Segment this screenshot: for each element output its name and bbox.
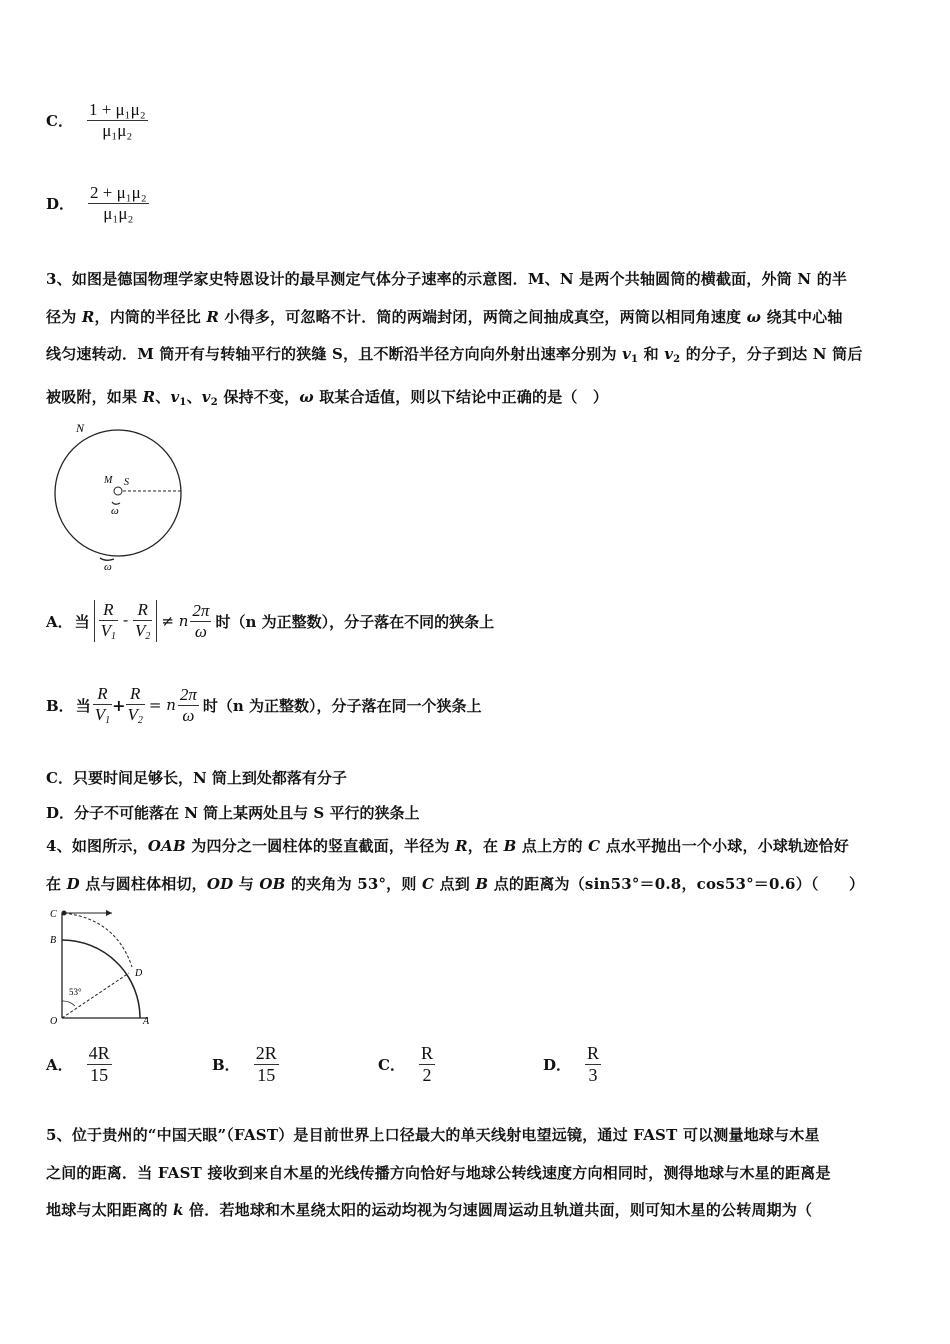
trajectory-cd — [64, 913, 132, 967]
numerator: 2 + μ₁μ₂ — [90, 183, 147, 202]
q3-option-b: B． 当 $\frac{R}{V_1}$ + $\frac{R}{V_2}$ = n $\frac{2\pi}{\omega}$ 时（n 为正整数），分子落在同一个狭条上 — [46, 684, 482, 726]
label-d: D — [135, 968, 143, 979]
option-letter: B． — [46, 696, 74, 715]
label-s: S — [124, 477, 129, 488]
fraction-r-over-v2: $\frac{R}{V_2}$ — [135, 600, 151, 642]
inner-cylinder-m — [114, 487, 122, 495]
label-b: B — [50, 935, 57, 946]
q5-stem-line1: 5、位于贵州的“中国天眼”（FAST）是目前世界上口径最大的单天线射电望远镜，通过 FAST 可以测量地球与木星 — [46, 1126, 820, 1144]
rotation-arrow-outer-icon — [100, 558, 114, 560]
q3-option-a: A． 当 $\frac{R}{V_1}$ - $\frac{R}{V_2}$ ≠ n $\frac{2\pi}{\omega}$ 时（n 为正整数），分子落在不同的狭条上 — [46, 600, 495, 642]
quarter-arc-ba — [62, 940, 140, 1018]
q5-stem-line3: 地球与太阳距离的 k 倍．若地球和木星绕太阳的运动均视为匀速圆周运动且轨道共面，则可知木星的公转周期为（ — [46, 1201, 813, 1219]
option-letter: A． — [46, 612, 73, 631]
q4-option-c — [378, 1043, 435, 1085]
q4-stem-line1: 4、如图所示，OAB 为四分之一圆柱体的竖直截面，半径为 R，在 B 点上方的 C 点水平抛出一个小球，小球轨迹恰好 — [46, 837, 849, 855]
q4-option-b — [212, 1043, 279, 1085]
q5-stem-line2: 之间的距离．当 FAST 接收到来自木星的光线传播方向恰好与地球公转线速度方向相同时，测得地球与木星的距离是 — [46, 1163, 831, 1182]
option-letter: D． — [46, 194, 75, 213]
option-letter: B． — [212, 1055, 240, 1074]
q3-stem-line2: 径为 R，内筒的半径比 R 小得多，可忽略不计．筒的两端封闭，两筒之间抽成真空，两筒以相同角速度 ω 绕其中心轴 — [46, 307, 843, 326]
q2-option-c — [46, 100, 148, 140]
q3-option-c: C．只要时间足够长，N 筒上到处都落有分子 — [46, 769, 347, 787]
outer-cylinder-n — [55, 430, 181, 556]
arrow-head-icon — [106, 910, 112, 916]
label-omega-inner: ω — [111, 505, 119, 517]
q3-stem-line1: 3、如图是德国物理学家史特恩设计的最早测定气体分子速率的示意图．M、N 是两个共轴圆筒的横截面，外筒 N 的半 — [46, 270, 848, 288]
q4-stem — [46, 828, 906, 903]
q3-option-d: D．分子不可能落在 N 筒上某两处且与 S 平行的狭条上 — [46, 804, 420, 822]
fraction-2pi-over-omega: $\frac{2\pi}{\omega}$ — [179, 684, 197, 725]
label-omega-outer: ω — [104, 561, 112, 573]
fraction-r-over-v2: $\frac{R}{V_2}$ — [127, 684, 143, 726]
denominator: μ₁μ₂ — [103, 203, 134, 223]
rotation-arrow-inner-icon — [112, 502, 120, 504]
fraction: $\frac{4R}{15}$ — [88, 1043, 110, 1085]
angle-arc — [62, 1001, 75, 1006]
fraction-r-over-v1: $\frac{R}{V_1}$ — [94, 684, 111, 726]
label-angle: 53° — [69, 987, 82, 997]
denominator: μ₁μ₂ — [102, 120, 133, 140]
label-o: O — [50, 1016, 58, 1027]
option-letter: C． — [378, 1055, 405, 1074]
option-letter: C． — [46, 111, 73, 130]
fraction: $\frac{R}{3}$ — [587, 1043, 600, 1085]
fraction-2pi-over-omega: $\frac{2\pi}{\omega}$ — [192, 600, 210, 641]
q2-option-d — [46, 183, 149, 223]
q3-stem-line3: 线匀速转动．M 筒开有与转轴平行的狭缝 S，且不断沿半径方向向外射出速率分别为 $v_1$ 和 $v_2$ 的分子，分子到达 N 筒后 — [46, 345, 863, 365]
label-a: A — [143, 1016, 150, 1027]
q5-stem — [46, 1117, 906, 1230]
label-n: N — [76, 421, 85, 435]
q4-quarter-cylinder-figure — [44, 903, 164, 1028]
q4-stem-line2: 在 D 点与圆柱体相切，OD 与 OB 的夹角为 53°，则 C 点到 B 点的距离为（sin53°＝0.8，cos53°＝0.6）（ ） — [46, 874, 865, 893]
q4-option-a — [46, 1043, 112, 1085]
option-letter: A． — [46, 1055, 73, 1074]
point-c — [62, 911, 67, 916]
fraction-r-over-v1: $\frac{R}{V_1}$ — [100, 600, 117, 642]
option-letter: D． — [543, 1055, 572, 1074]
fraction: $\frac{R}{2}$ — [420, 1043, 433, 1085]
fraction: $\frac{2R}{15}$ — [255, 1043, 277, 1085]
q3-stem-line4: 被吸附，如果 R、$v_1$、$v_2$ 保持不变，ω 取某合适值，则以下结论中正确的是（ ） — [46, 387, 609, 408]
q3-cylinder-figure — [48, 415, 198, 575]
label-m: M — [104, 475, 113, 486]
q4-option-d — [543, 1043, 601, 1085]
fraction — [87, 100, 148, 140]
q3-stem — [46, 261, 906, 421]
fraction — [88, 183, 149, 223]
label-c: C — [50, 909, 57, 920]
numerator: 1 + μ₁μ₂ — [88, 100, 146, 119]
absolute-value: $\frac{R}{V_1}$ - $\frac{R}{V_2}$ — [94, 600, 158, 642]
